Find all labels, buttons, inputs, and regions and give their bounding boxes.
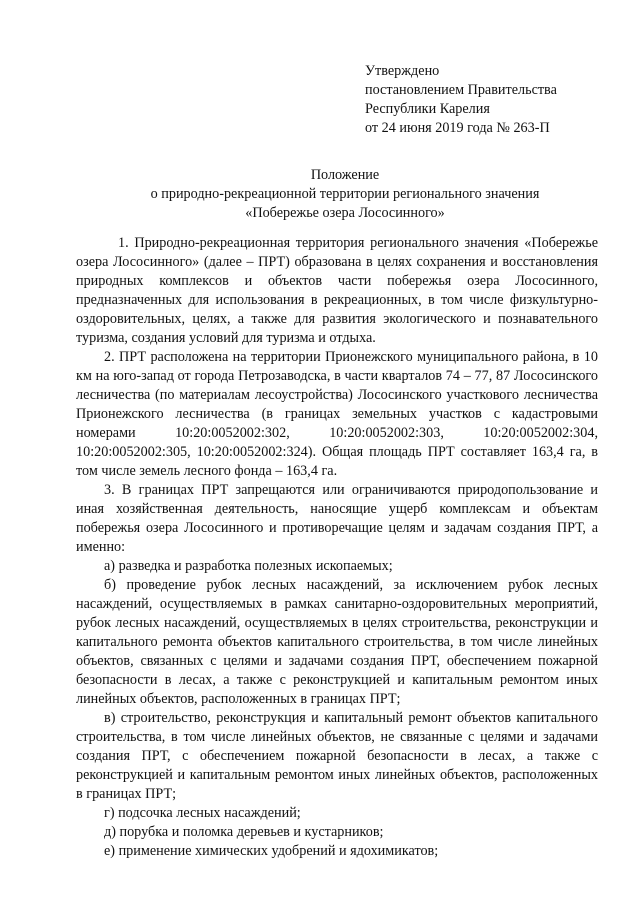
document-body [76,234,598,861]
list-item-a: а) разведка и разработка полезных ископаемых; [104,558,393,574]
title-line-2: о природно-рекреационной территории регионального значения [150,186,540,202]
approval-line-2: постановлением Правительства [365,82,557,98]
title-line-3: «Побережье озера Лососинного» [245,205,445,221]
title-line-1: Положение [310,167,380,183]
approval-block [365,62,625,138]
list-item-g: г) подсочка лесных насаждений; [104,805,301,821]
approval-line-4: от 24 июня 2019 года № 263-П [365,120,550,136]
paragraph-1: 1. Природно-рекреационная территория регионального значения «Побережье озера Лососинного» (далее – ПРТ) образована в целях сохранения и восстановления природных комплексов и объектов части побережья озера Лососинного, предназначенных для использования в рекреационных, в том числе физкультурно-оздоровительных, целях, а также для развития экологического и познавательного туризма, создания условий для туризма и отдыха. [76,235,598,346]
list-item-v: в) строительство, реконструкция и капитальный ремонт объектов капитального строительства, в том числе линейных объектов, не связанные с целями и задачами создания ПРТ, с обеспечением пожарной безопасности в лесах, а также с реконструкцией и капитальным ремонтом иных линейных объектов, расположенных в границах ПРТ; [76,710,598,802]
list-item-b: б) проведение рубок лесных насаждений, за исключением рубок лесных насаждений, осуществляемых в рамках санитарно-оздоровительных мероприятий, рубок лесных насаждений, осуществляемых в целях строительства, реконструкции и капитального ремонта объектов капитального строительства, в том числе линейных объектов, связанных с целями и задачами создания ПРТ, обеспечением пожарной безопасности в лесах, а также с реконструкцией и капитальным ремонтом иных линейных объектов, расположенных в границах ПРТ; [76,577,598,707]
paragraph-2: 2. ПРТ расположена на территории Прионежского муниципального района, в 10 км на юго-запад от города Петрозаводска, в части кварталов 74 – 77, 87 Лососинского лесничества (по материалам лесоустройства) Лососинского участкового лесничества Прионежского лесничества (в границах земельных участков с кадастровыми номерами 10:20:0052002:302, 10:20:0052002:303, 10:20:0052002:304, 10:20:0052002:305, 10:20:0052002:324). Общая площадь ПРТ составляет 163,4 га, в том числе земель лесного фонда – 163,4 га. [76,349,598,479]
approval-line-3: Республики Карелия [365,101,490,117]
document-title [90,166,600,223]
list-item-e: е) применение химических удобрений и ядохимикатов; [104,843,439,859]
approval-line-1: Утверждено [365,63,440,79]
list-item-d: д) порубка и поломка деревьев и кустарников; [104,824,384,840]
paragraph-3: 3. В границах ПРТ запрещаются или ограничиваются природопользование и иная хозяйственная деятельность, наносящие ущерб комплексам и объектам побережья озера Лососинного и противоречащие целям и задачам создания ПРТ, а именно: [76,482,598,555]
